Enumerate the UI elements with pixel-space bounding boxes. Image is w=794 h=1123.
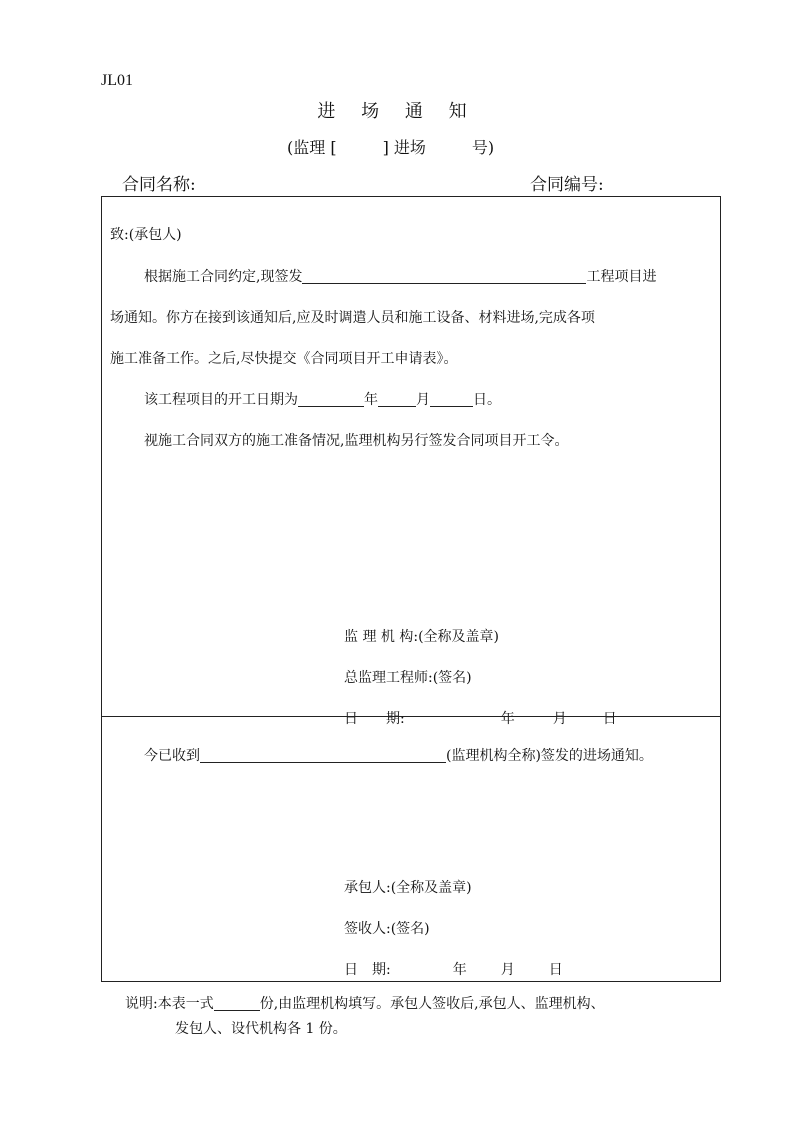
document-number-line [287,135,494,158]
para1-start: 根据施工合同约定,现签发 [144,269,303,285]
supervision-date-month: 月 [552,711,567,727]
recipient-line: 致:(承包人) [110,227,182,243]
page-title: 进 场 通 知 [317,101,477,122]
paragraph-1-line-1 [144,266,656,286]
start-month-label: 月 [416,392,430,408]
supervision-org-blank[interactable] [200,748,446,763]
chief-engineer-label: 总监理工程师:(签名) [344,670,472,686]
doc-number-prefix: (监理 [ [287,138,337,157]
paragraph-1-line-3: 施工准备工作。之后,尽快提交《合同项目开工申请表》。 [110,351,458,367]
contractor-label: 承包人:(全称及盖章) [344,880,472,896]
note-suffix: 份,由监理机构填写。承包人签收后,承包人、监理机构、 [259,996,605,1012]
supervision-date-day: 日 [602,711,617,727]
received-prefix: 今已收到 [144,748,200,764]
receipt-date-year: 年 [452,962,467,978]
receipt-date-label: 日 期: [344,962,391,978]
start-day-blank[interactable] [430,392,473,407]
paragraph-1-line-2: 场通知。你方在接到该通知后,应及时调遣人员和施工设备、材料进场,完成各项 [110,310,595,326]
paragraph-3: 视施工合同双方的施工准备情况,监理机构另行签发合同项目开工令。 [144,433,569,449]
notice-section [101,196,721,727]
contract-name-label: 合同名称: [122,175,196,195]
start-year-label: 年 [364,392,378,408]
copies-blank[interactable] [214,996,260,1011]
supervision-org-label: 监 理 机 构:(全称及盖章) [344,629,499,645]
signer-label: 签收人:(签名) [344,921,430,937]
project-name-blank[interactable] [302,269,586,284]
para1-end: 工程项目进 [586,269,657,285]
note-line-1 [125,993,605,1013]
start-year-blank[interactable] [298,392,364,407]
receipt-section [101,716,721,982]
start-month-blank[interactable] [378,392,416,407]
receipt-date-line [344,959,563,979]
doc-number-suffix: 号) [471,138,495,157]
doc-number-middle: ] 进场 [382,138,426,157]
start-date-prefix: 该工程项目的开工日期为 [144,392,298,408]
supervision-date-year: 年 [500,711,515,727]
note-prefix: 说明:本表一式 [125,996,214,1012]
contract-number-label: 合同编号: [530,175,604,195]
start-day-label: 日。 [473,392,501,408]
received-suffix: (监理机构全称)签发的进场通知。 [446,748,653,764]
note-line-2: 发包人、设代机构各 1 份。 [175,1021,347,1037]
start-date-line [144,389,501,409]
form-code: JL01 [101,72,133,89]
receipt-date-month: 月 [500,962,515,978]
supervision-date-label: 日 期: [344,711,405,727]
receipt-date-day: 日 [548,962,563,978]
received-line [144,745,653,765]
